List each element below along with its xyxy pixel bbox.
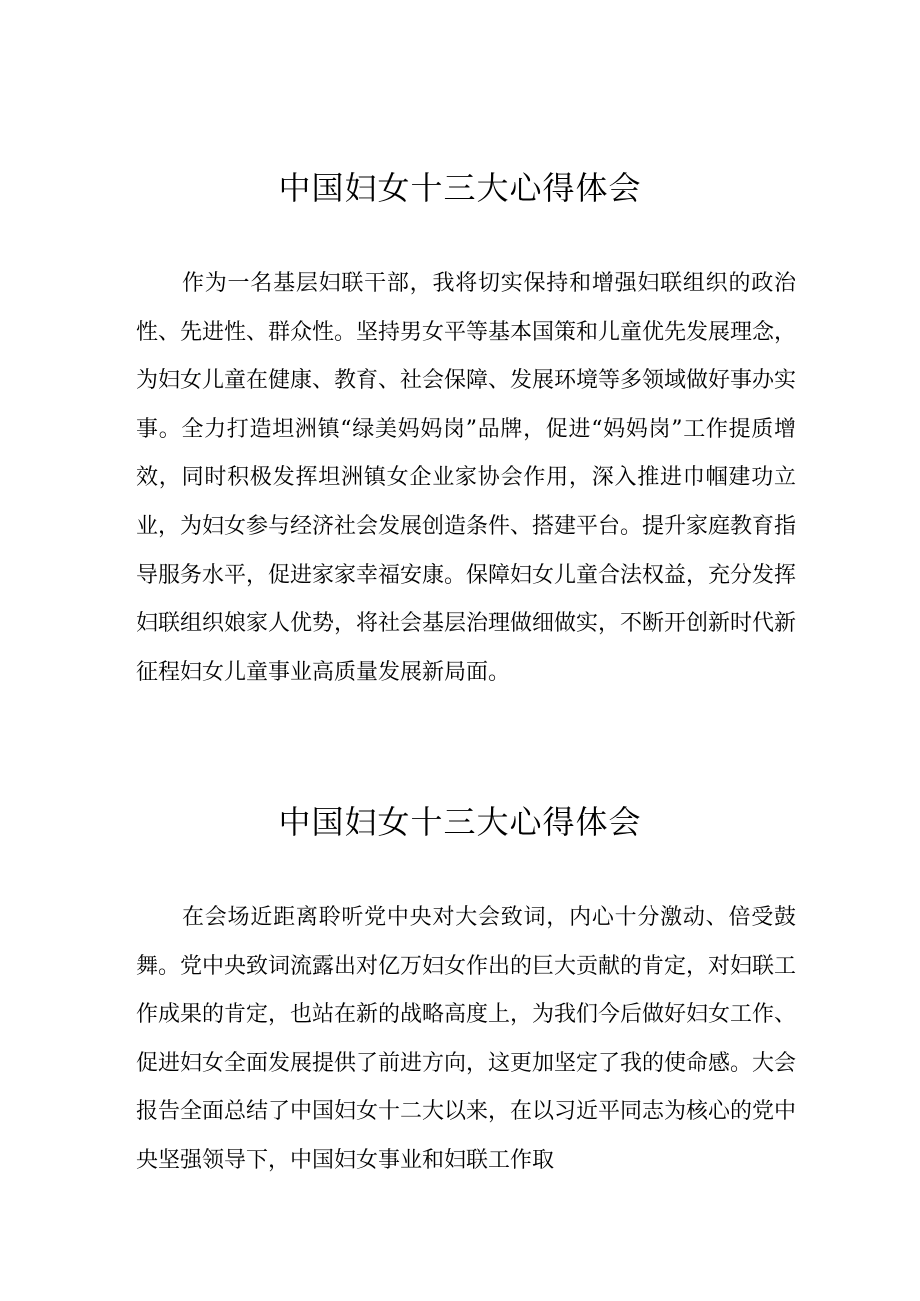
section-2-paragraph: 在会场近距离聆听党中央对大会致词，内心十分激动、倍受鼓舞。党中央致词流露出对亿万妇女作出的巨大贡献的肯定，对妇联工作成果的肯定，也站在新的战略高度上，为我们今后做好妇女工作、促进妇女全面发展提供了前进方向，这更加坚定了我的使命感。大会报告全面总结了中国妇女十二大以来，在以习近平同志为核心的党中央坚强领导下，中国妇女事业和妇联工作取 — [136, 905, 796, 1173]
section-1-paragraph: 作为一名基层妇联干部，我将切实保持和增强妇联组织的政治性、先进性、群众性。坚持男女平等基本国策和儿童优先发展理念，为妇女儿童在健康、教育、社会保障、发展环境等多领域做好事办实事。全力打造坦洲镇“绿美妈妈岗”品牌，促进“妈妈岗”工作提质增效，同时积极发挥坦洲镇女企业家协会作用，深入推进巾帼建功立业，为妇女参与经济社会发展创造条件、搭建平台。提升家庭教育指导服务水平，促进家家幸福安康。保障妇女儿童合法权益，充分发挥妇联组织娘家人优势，将社会基层治理做细做实，不断开创新时代新征程妇女儿童事业高质量发展新局面。 — [136, 271, 797, 685]
section-2-title: 中国妇女十三大心得体会 — [278, 803, 642, 841]
section-1-title: 中国妇女十三大心得体会 — [278, 169, 642, 207]
